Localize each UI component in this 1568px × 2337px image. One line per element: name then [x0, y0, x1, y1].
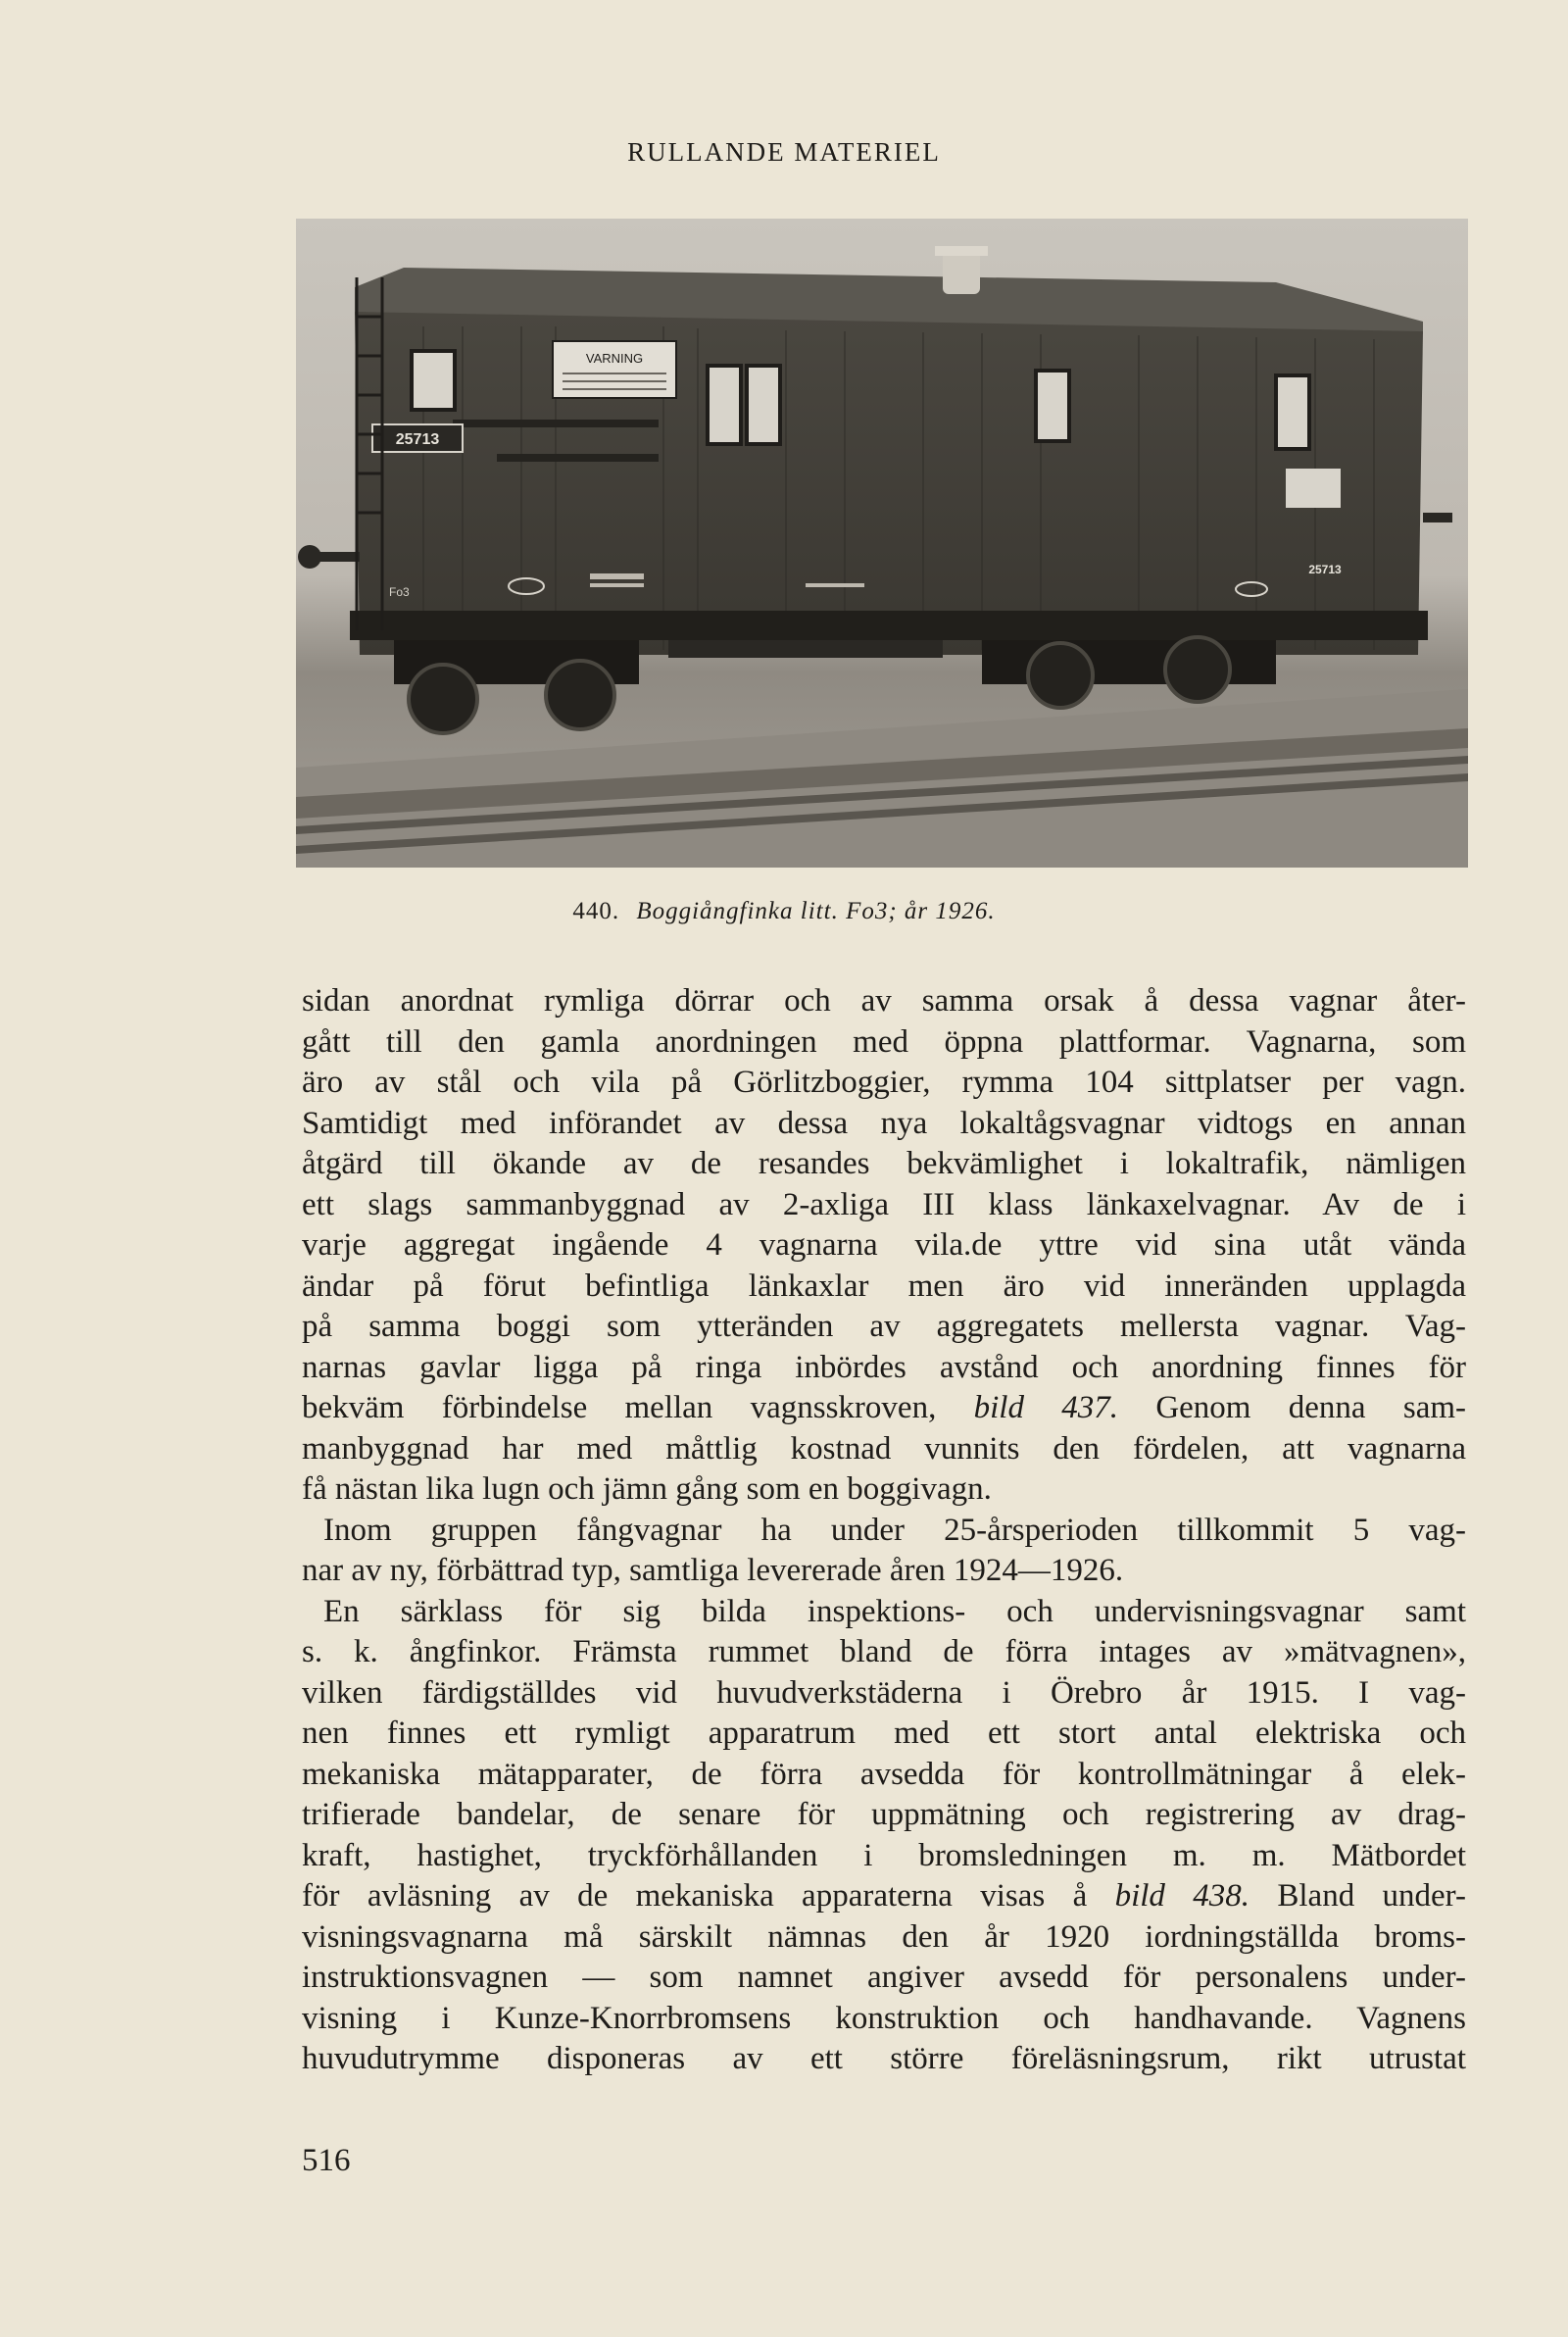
text-line-1: sidan anordnat rymliga dörrar och av samma orsak å dessa vagnar åter- [302, 983, 1466, 1019]
text-line-24: visningsvagnarna må särskilt nämnas den år 1920 iordningställda broms- [302, 1918, 1466, 1955]
text-line-6: ett slags sammanbyggnad av 2-axliga III klass länkaxelvagnar. Av de i [302, 1186, 1466, 1222]
text-line-17: s. k. ångfinkor. Främsta rummet bland de förra intages av »mätvagnen», [302, 1634, 1466, 1669]
text-line-5: åtgärd till ökande av de resandes bekvämlighet i lokaltrafik, nämligen [302, 1146, 1466, 1181]
text-line-12: manbyggnad har med måttlig kostnad vunnits den fördelen, att vagnarna [302, 1430, 1466, 1467]
text-line-22: kraft, hastighet, tryckförhållanden i bromsledningen m. m. Mätbordet [302, 1837, 1466, 1873]
text-line-11-tail: Genom denna sam- [1118, 1390, 1466, 1425]
text-line-11-head: bekväm förbindelse mellan vagnsskroven, [302, 1390, 974, 1425]
text-line-11 [302, 1388, 1466, 1429]
text-line-16: En särklass för sig bilda inspektions- och undervisningsvagnar samt [323, 1593, 1466, 1629]
warning-sign-text: VARNING [585, 351, 644, 366]
text-line-27: huvudutrymme disponeras av ett större föreläsningsrum, rikt utrustat [302, 2041, 1466, 2076]
body-text [302, 981, 1466, 2080]
text-line-8: ändar på förut befintliga länkaxlar men äro vid inneränden upplagda [302, 1268, 1466, 1304]
text-line-23-tail: Bland under- [1250, 1878, 1466, 1914]
page-number: 516 [302, 2143, 351, 2178]
text-line-21: trifierade bandelar, de senare för uppmätning och registrering av drag- [302, 1797, 1466, 1832]
figure-reference-437: bild 437. [973, 1390, 1119, 1425]
car-number-right: 25713 [1308, 563, 1342, 576]
running-head: RULLANDE MATERIEL [627, 137, 941, 167]
class-mark: Fo3 [389, 585, 410, 599]
text-line-7: varje aggregat ingående 4 vagnarna vila.de yttre vid sina utåt vända [302, 1227, 1466, 1263]
car-number-left: 25713 [395, 431, 440, 448]
figure-number: 440. [572, 898, 620, 924]
text-line-23-head: för avläsning av de mekaniska apparaterna visas å [302, 1878, 1115, 1914]
text-line-13: få nästan lika lugn och jämn gång som en boggivagn. [302, 1471, 992, 1507]
text-line-23 [302, 1876, 1466, 1917]
text-line-14: Inom gruppen fångvagnar ha under 25-årsperioden tillkommit 5 vag- [323, 1512, 1466, 1548]
text-line-15: nar av ny, förbättrad typ, samtliga levererade åren 1924—1926. [302, 1553, 1124, 1588]
text-line-19: nen finnes ett rymligt apparatrum med ett stort antal elektriska och [302, 1715, 1466, 1751]
railcar-illustration [296, 219, 1468, 868]
text-line-9: på samma boggi som ytteränden av aggregatets mellersta vagnar. Vag- [302, 1309, 1466, 1344]
figure-caption [0, 898, 1568, 925]
figure-reference-438: bild 438. [1114, 1878, 1250, 1914]
text-line-25: instruktionsvagnen — som namnet angiver avsedd för personalens under- [302, 1960, 1466, 1995]
text-line-4: Samtidigt med införandet av dessa nya lokaltågsvagnar vidtogs en annan [302, 1105, 1466, 1141]
text-line-2: gått till den gamla anordningen med öppna plattformar. Vagnarna, som [302, 1023, 1466, 1060]
caption-text: Boggiångfinka litt. Fo3; år 1926. [636, 898, 996, 924]
text-line-3: äro av stål och vila på Görlitzboggier, rymma 104 sittplatser per vagn. [302, 1065, 1466, 1100]
figure-photo-steam-car [296, 219, 1468, 868]
text-line-20: mekaniska mätapparater, de förra avsedda för kontrollmätningar å elek- [302, 1756, 1466, 1792]
text-line-26: visning i Kunze-Knorrbromsens konstruktion och handhavande. Vagnens [302, 2000, 1466, 2036]
text-line-10: narnas gavlar ligga på ringa inbördes avstånd och anordning finnes för [302, 1349, 1466, 1385]
text-line-18: vilken färdigställdes vid huvudverkstäderna i Örebro år 1915. I vag- [302, 1674, 1466, 1711]
